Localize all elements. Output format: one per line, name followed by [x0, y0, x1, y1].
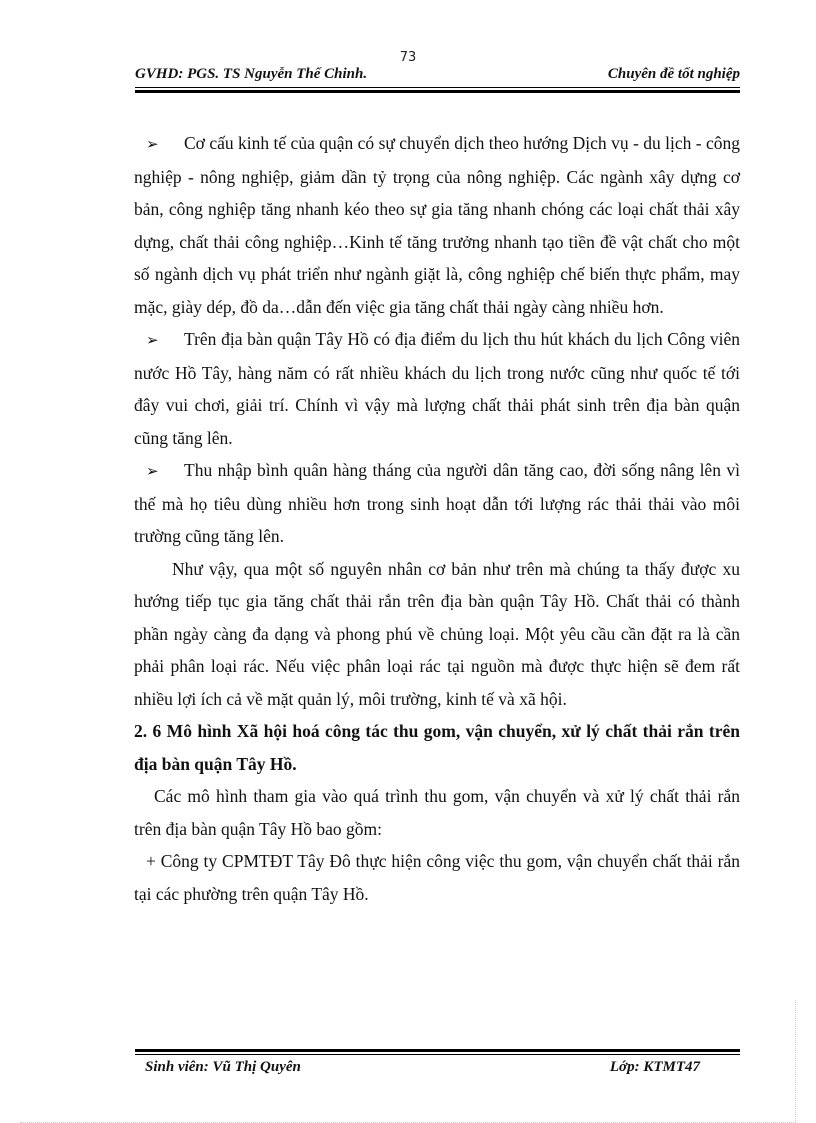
page-number: 73 — [399, 50, 417, 65]
paragraph-conclusion: Như vậy, qua một số nguyên nhân cơ bản như trên mà chúng ta thấy được xu hướng tiếp tục gia tăng chất thải rắn trên địa bàn quận Tây Hồ. Chất thải có thành phần ngày càng đa dạng và phong phú về chủng loại. Một yêu cầu cần đặt ra là cần phải phân loại rác. Nếu việc phân loại rác tại nguồn mà được thực hiện sẽ đem rất nhiều lợi ích cả về mặt quản lý, môi trường, kinh tế và xã hội. — [134, 558, 740, 709]
paragraph-economic-structure — [134, 127, 740, 323]
paragraph-models-intro: Các mô hình tham gia vào quá trình thu gom, vận chuyển và xử lý chất thải rắn trên địa bàn quận Tây Hồ bao gồm: — [134, 786, 740, 839]
arrow-bullet-icon: ➢ — [146, 135, 159, 153]
page-edge-right — [795, 1000, 796, 1123]
header-rule — [135, 87, 740, 93]
paragraph-company: + Công ty CPMTĐT Tây Đô thực hiện công việc thu gom, vận chuyển chất thải rắn tại các phường trên quận Tây Hồ. — [134, 851, 740, 904]
paragraph-tourism — [134, 323, 740, 454]
header-supervisor: GVHD: PGS. TS Nguyễn Thế Chinh. — [135, 66, 368, 82]
arrow-bullet-icon: ➢ — [146, 331, 159, 349]
paragraph-income — [134, 454, 740, 553]
paragraph-text: Trên địa bàn quận Tây Hồ có địa điểm du lịch thu hút khách du lịch Công viên nước Hồ Tây, hàng năm có rất nhiều khách du lịch trong nước cũng như quốc tế tới đây vui chơi, giải trí. Chính vì vậy mà lượng chất thải phát sinh trên địa bàn quận cũng tăng lên. — [134, 329, 740, 448]
arrow-bullet-icon: ➢ — [146, 462, 159, 480]
header-document-type: Chuyên đề tốt nghiệp — [607, 66, 740, 82]
document-body — [134, 127, 740, 910]
footer-student: Sinh viên: Vũ Thị Quyên — [145, 1059, 301, 1075]
footer-rule — [135, 1049, 740, 1055]
footer-class: Lớp: KTMT47 — [609, 1059, 700, 1075]
paragraph-text: Cơ cấu kinh tế của quận có sự chuyển dịch theo hướng Dịch vụ - du lịch - công nghiệp - nông nghiệp, giảm dần tỷ trọng của nông nghiệp. Các ngành xây dựng cơ bản, công nghiệp tăng nhanh kéo theo sự gia tăng nhanh chóng các loại chất thải xây dựng, chất thải công nghiệp…Kinh tế tăng trưởng nhanh tạo tiền đề vật chất cho một số ngành dịch vụ phát triển như ngành giặt là, công nghiệp chế biến thực phẩm, may mặc, giày dép, đồ da…dẫn đến việc gia tăng chất thải ngày càng nhiều hơn. — [134, 133, 740, 317]
paragraph-text: Thu nhập bình quân hàng tháng của người dân tăng cao, đời sống nâng lên vì thế mà họ tiêu dùng nhiều hơn trong sinh hoạt dẫn tới lượng rác thải thải vào môi trường cũng tăng lên. — [134, 460, 740, 546]
section-heading: 2. 6 Mô hình Xã hội hoá công tác thu gom, vận chuyển, xử lý chất thải rắn trên địa bàn quận Tây Hồ. — [134, 721, 740, 774]
